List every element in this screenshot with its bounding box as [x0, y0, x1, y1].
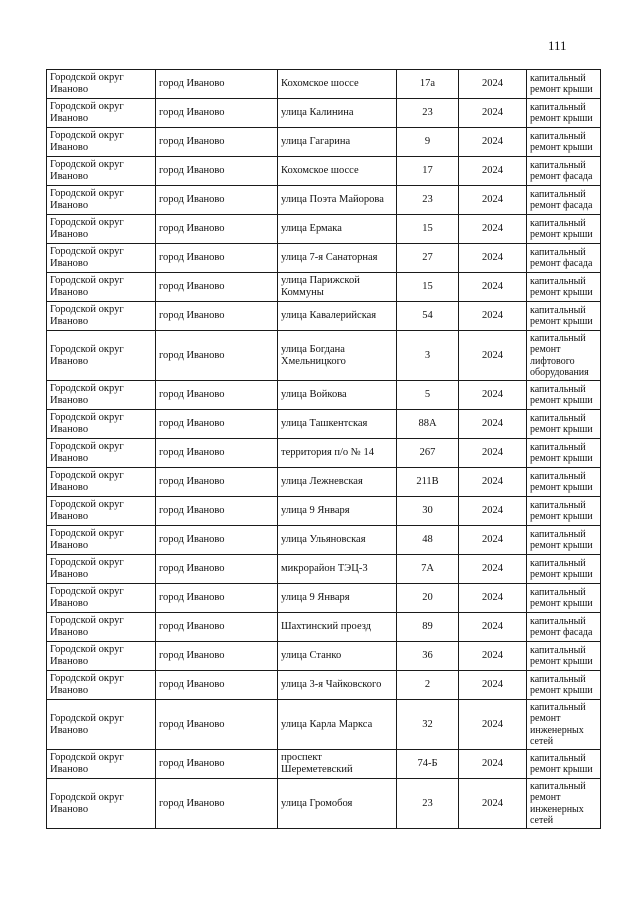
work-type-cell: капитальный ремонт фасада [527, 244, 601, 273]
year-cell: 2024 [459, 381, 527, 410]
work-type-cell: капитальный ремонт лифтового оборудования [527, 331, 601, 381]
house-number-cell: 27 [397, 244, 459, 273]
district-cell: Городской округ Иваново [47, 70, 156, 99]
table-row [47, 526, 601, 555]
work-type-cell: капитальный ремонт крыши [527, 273, 601, 302]
city-cell: город Иваново [156, 700, 278, 750]
district-cell: Городской округ Иваново [47, 584, 156, 613]
street-cell: территория п/о № 14 [278, 439, 397, 468]
district-cell: Городской округ Иваново [47, 186, 156, 215]
house-number-cell: 88А [397, 410, 459, 439]
table-row [47, 584, 601, 613]
house-number-cell: 20 [397, 584, 459, 613]
work-type-cell: капитальный ремонт крыши [527, 302, 601, 331]
street-cell: улица 3-я Чайковского [278, 671, 397, 700]
work-type-cell: капитальный ремонт крыши [527, 410, 601, 439]
house-number-cell: 15 [397, 273, 459, 302]
street-cell: улица Станко [278, 642, 397, 671]
work-type-cell: капитальный ремонт крыши [527, 381, 601, 410]
table-row [47, 700, 601, 750]
district-cell: Городской округ Иваново [47, 273, 156, 302]
year-cell: 2024 [459, 157, 527, 186]
city-cell: город Иваново [156, 750, 278, 779]
year-cell: 2024 [459, 439, 527, 468]
street-cell: улица Парижской Коммуны [278, 273, 397, 302]
city-cell: город Иваново [156, 468, 278, 497]
year-cell: 2024 [459, 70, 527, 99]
year-cell: 2024 [459, 273, 527, 302]
house-number-cell: 15 [397, 215, 459, 244]
city-cell: город Иваново [156, 439, 278, 468]
year-cell: 2024 [459, 468, 527, 497]
district-cell: Городской округ Иваново [47, 555, 156, 584]
table-row [47, 671, 601, 700]
table-row [47, 381, 601, 410]
table-row [47, 186, 601, 215]
district-cell: Городской округ Иваново [47, 613, 156, 642]
year-cell: 2024 [459, 186, 527, 215]
work-type-cell: капитальный ремонт фасада [527, 186, 601, 215]
district-cell: Городской округ Иваново [47, 700, 156, 750]
street-cell: улица 9 Января [278, 584, 397, 613]
district-cell: Городской округ Иваново [47, 750, 156, 779]
city-cell: город Иваново [156, 584, 278, 613]
table-row [47, 244, 601, 273]
house-number-cell: 17 [397, 157, 459, 186]
city-cell: город Иваново [156, 779, 278, 829]
street-cell: улица Ульяновская [278, 526, 397, 555]
table-row [47, 128, 601, 157]
street-cell: улица Карла Маркса [278, 700, 397, 750]
city-cell: город Иваново [156, 613, 278, 642]
work-type-cell: капитальный ремонт фасада [527, 157, 601, 186]
city-cell: город Иваново [156, 70, 278, 99]
district-cell: Городской округ Иваново [47, 302, 156, 331]
district-cell: Городской округ Иваново [47, 779, 156, 829]
district-cell: Городской округ Иваново [47, 244, 156, 273]
work-type-cell: капитальный ремонт крыши [527, 671, 601, 700]
work-type-cell: капитальный ремонт крыши [527, 99, 601, 128]
work-type-cell: капитальный ремонт фасада [527, 613, 601, 642]
house-number-cell: 267 [397, 439, 459, 468]
district-cell: Городской округ Иваново [47, 410, 156, 439]
city-cell: город Иваново [156, 555, 278, 584]
city-cell: город Иваново [156, 497, 278, 526]
year-cell: 2024 [459, 555, 527, 584]
district-cell: Городской округ Иваново [47, 331, 156, 381]
city-cell: город Иваново [156, 157, 278, 186]
street-cell: улица Поэта Майорова [278, 186, 397, 215]
repair-registry-table [46, 69, 601, 829]
house-number-cell: 211В [397, 468, 459, 497]
street-cell: улица Калинина [278, 99, 397, 128]
year-cell: 2024 [459, 779, 527, 829]
street-cell: улица Кавалерийская [278, 302, 397, 331]
table-row [47, 331, 601, 381]
city-cell: город Иваново [156, 99, 278, 128]
district-cell: Городской округ Иваново [47, 381, 156, 410]
table-row [47, 410, 601, 439]
table-row [47, 642, 601, 671]
street-cell: улица Ташкентская [278, 410, 397, 439]
year-cell: 2024 [459, 750, 527, 779]
year-cell: 2024 [459, 671, 527, 700]
house-number-cell: 74-Б [397, 750, 459, 779]
city-cell: город Иваново [156, 302, 278, 331]
table-row [47, 468, 601, 497]
house-number-cell: 30 [397, 497, 459, 526]
work-type-cell: капитальный ремонт крыши [527, 497, 601, 526]
table-row [47, 99, 601, 128]
district-cell: Городской округ Иваново [47, 642, 156, 671]
street-cell: улица 7-я Санаторная [278, 244, 397, 273]
city-cell: город Иваново [156, 526, 278, 555]
table-row [47, 497, 601, 526]
city-cell: город Иваново [156, 671, 278, 700]
table-row [47, 157, 601, 186]
year-cell: 2024 [459, 331, 527, 381]
table-row [47, 555, 601, 584]
work-type-cell: капитальный ремонт крыши [527, 642, 601, 671]
year-cell: 2024 [459, 584, 527, 613]
table-row [47, 273, 601, 302]
work-type-cell: капитальный ремонт крыши [527, 750, 601, 779]
year-cell: 2024 [459, 128, 527, 157]
house-number-cell: 9 [397, 128, 459, 157]
house-number-cell: 7А [397, 555, 459, 584]
district-cell: Городской округ Иваново [47, 526, 156, 555]
city-cell: город Иваново [156, 410, 278, 439]
year-cell: 2024 [459, 244, 527, 273]
work-type-cell: капитальный ремонт крыши [527, 584, 601, 613]
year-cell: 2024 [459, 302, 527, 331]
street-cell: улица Гагарина [278, 128, 397, 157]
street-cell: улица Богдана Хмельницкого [278, 331, 397, 381]
district-cell: Городской округ Иваново [47, 468, 156, 497]
house-number-cell: 54 [397, 302, 459, 331]
year-cell: 2024 [459, 700, 527, 750]
district-cell: Городской округ Иваново [47, 99, 156, 128]
work-type-cell: капитальный ремонт крыши [527, 439, 601, 468]
city-cell: город Иваново [156, 273, 278, 302]
work-type-cell: капитальный ремонт крыши [527, 526, 601, 555]
work-type-cell: капитальный ремонт крыши [527, 215, 601, 244]
city-cell: город Иваново [156, 186, 278, 215]
table-row [47, 302, 601, 331]
house-number-cell: 2 [397, 671, 459, 700]
house-number-cell: 23 [397, 779, 459, 829]
street-cell: проспект Шереметевский [278, 750, 397, 779]
page-number: 111 [548, 38, 567, 53]
street-cell: улица Ермака [278, 215, 397, 244]
house-number-cell: 3 [397, 331, 459, 381]
house-number-cell: 23 [397, 99, 459, 128]
city-cell: город Иваново [156, 642, 278, 671]
table-row [47, 439, 601, 468]
table-row [47, 750, 601, 779]
district-cell: Городской округ Иваново [47, 497, 156, 526]
city-cell: город Иваново [156, 331, 278, 381]
year-cell: 2024 [459, 215, 527, 244]
year-cell: 2024 [459, 613, 527, 642]
district-cell: Городской округ Иваново [47, 671, 156, 700]
district-cell: Городской округ Иваново [47, 128, 156, 157]
city-cell: город Иваново [156, 244, 278, 273]
house-number-cell: 36 [397, 642, 459, 671]
house-number-cell: 89 [397, 613, 459, 642]
table-body [47, 70, 601, 829]
street-cell: улица Лежневская [278, 468, 397, 497]
street-cell: микрорайон ТЭЦ-3 [278, 555, 397, 584]
work-type-cell: капитальный ремонт крыши [527, 128, 601, 157]
house-number-cell: 48 [397, 526, 459, 555]
house-number-cell: 5 [397, 381, 459, 410]
street-cell: улица 9 Января [278, 497, 397, 526]
table-row [47, 70, 601, 99]
street-cell: Шахтинский проезд [278, 613, 397, 642]
work-type-cell: капитальный ремонт инженерных сетей [527, 779, 601, 829]
year-cell: 2024 [459, 526, 527, 555]
city-cell: город Иваново [156, 381, 278, 410]
street-cell: Кохомское шоссе [278, 70, 397, 99]
year-cell: 2024 [459, 642, 527, 671]
work-type-cell: капитальный ремонт крыши [527, 555, 601, 584]
city-cell: город Иваново [156, 215, 278, 244]
house-number-cell: 17а [397, 70, 459, 99]
year-cell: 2024 [459, 410, 527, 439]
year-cell: 2024 [459, 497, 527, 526]
street-cell: улица Громобоя [278, 779, 397, 829]
district-cell: Городской округ Иваново [47, 157, 156, 186]
street-cell: Кохомское шоссе [278, 157, 397, 186]
house-number-cell: 32 [397, 700, 459, 750]
table-row [47, 215, 601, 244]
district-cell: Городской округ Иваново [47, 215, 156, 244]
street-cell: улица Войкова [278, 381, 397, 410]
work-type-cell: капитальный ремонт крыши [527, 468, 601, 497]
table-row [47, 613, 601, 642]
table-row [47, 779, 601, 829]
district-cell: Городской округ Иваново [47, 439, 156, 468]
house-number-cell: 23 [397, 186, 459, 215]
city-cell: город Иваново [156, 128, 278, 157]
work-type-cell: капитальный ремонт инженерных сетей [527, 700, 601, 750]
work-type-cell: капитальный ремонт крыши [527, 70, 601, 99]
year-cell: 2024 [459, 99, 527, 128]
